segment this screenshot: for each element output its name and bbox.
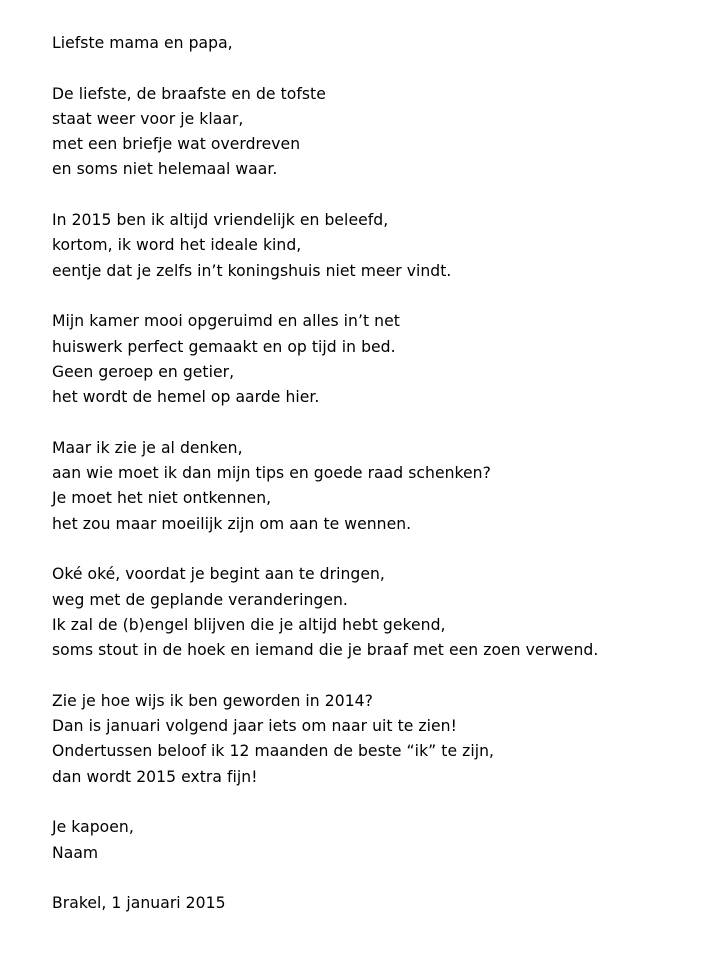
stanza-4 xyxy=(52,436,712,537)
closing: Je kapoen, xyxy=(52,818,134,837)
greeting-block xyxy=(52,31,712,56)
sign-off xyxy=(52,815,712,866)
greeting: Liefste mama en papa, xyxy=(52,34,233,52)
poem-line: staat weer voor je klaar, xyxy=(52,109,244,128)
poem-line: soms stout in de hoek en iemand die je braaf met een zoen verwend. xyxy=(52,641,599,660)
poem-line: Zie je hoe wijs ik ben geworden in 2014? xyxy=(52,691,373,710)
stanza-5 xyxy=(52,562,712,663)
place-date: Brakel, 1 januari 2015 xyxy=(52,894,226,913)
poem-line: Maar ik zie je al denken, xyxy=(52,438,243,457)
letter-body xyxy=(52,31,712,916)
poem-line: De liefste, de braafste en de tofste xyxy=(52,84,326,103)
poem-line: Je moet het niet ontkennen, xyxy=(52,489,272,508)
poem-line: kortom, ik word het ideale kind, xyxy=(52,236,302,255)
poem-line: Dan is januari volgend jaar iets om naar uit te zien! xyxy=(52,717,457,736)
poem-line: Ik zal de (b)engel blijven die je altijd hebt gekend, xyxy=(52,615,446,634)
poem-line: Oké oké, voordat je begint aan te dringen, xyxy=(52,565,385,584)
poem-line: huiswerk perfect gemaakt en op tijd in bed. xyxy=(52,337,396,356)
stanza-1 xyxy=(52,82,712,183)
poem-line: en soms niet helemaal waar. xyxy=(52,160,278,179)
poem-line: In 2015 ben ik altijd vriendelijk en beleefd, xyxy=(52,211,389,230)
poem-line: het wordt de hemel op aarde hier. xyxy=(52,388,320,407)
poem-line: eentje dat je zelfs in’t koningshuis niet meer vindt. xyxy=(52,261,452,280)
poem-line: aan wie moet ik dan mijn tips en goede raad schenken? xyxy=(52,464,491,483)
stanza-2 xyxy=(52,208,712,284)
poem-line: Mijn kamer mooi opgeruimd en alles in’t net xyxy=(52,312,400,331)
signature: Naam xyxy=(52,843,99,862)
poem-line: het zou maar moeilijk zijn om aan te wennen. xyxy=(52,514,412,533)
poem-line: weg met de geplande veranderingen. xyxy=(52,590,348,609)
poem-line: Ondertussen beloof ik 12 maanden de beste “ik” te zijn, xyxy=(52,742,495,761)
poem-line: met een briefje wat overdreven xyxy=(52,135,301,154)
stanza-6 xyxy=(52,689,712,790)
stanza-3 xyxy=(52,309,712,410)
place-date-block xyxy=(52,891,712,916)
poem-line: Geen geroep en getier, xyxy=(52,362,235,381)
poem-line: dan wordt 2015 extra fijn! xyxy=(52,767,258,786)
